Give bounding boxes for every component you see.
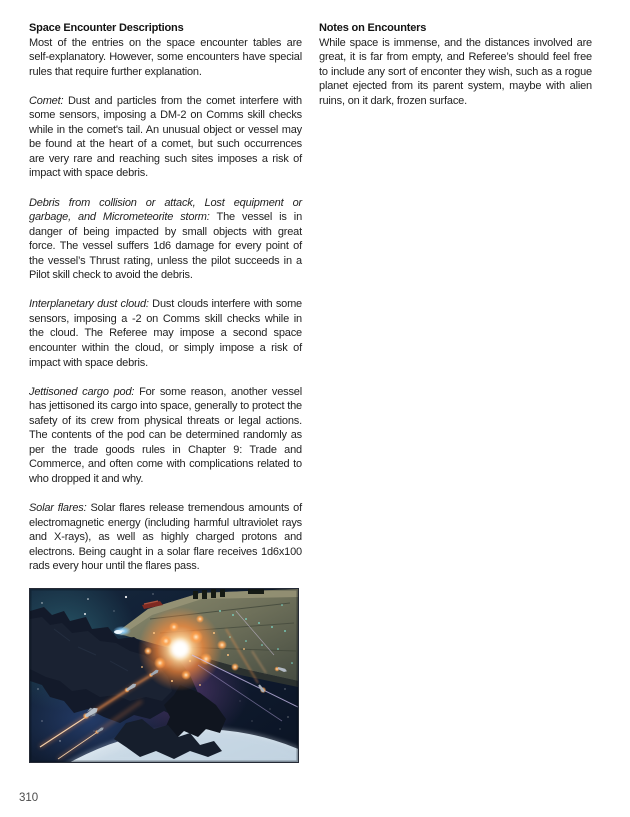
paragraph-cargo-pod — [29, 385, 302, 487]
right-column — [319, 21, 592, 108]
notes-paragraph: While space is immense, and the distances involved are great, it is far from empty, and Referee’s should feel free to include any sort of enconter they wish, such as a rogue planet ejected from its parent system, maybe with alien ruins, on it dark, frozen surface. — [319, 36, 592, 107]
paragraph-debris — [29, 196, 302, 283]
section-heading-notes-on-encounters: Notes on Encounters — [319, 22, 427, 34]
entry-lead-solar-flares: Solar flares: — [29, 502, 87, 515]
paragraph-comet — [29, 94, 302, 181]
space-battle-illustration — [29, 588, 299, 763]
page-number: 310 — [19, 792, 39, 804]
left-column — [29, 21, 302, 763]
entry-text-debris: The vessel is in danger of being impacted by small objects with great force. The vessel suffers 1d6 damage for every point of the vessel’s Thrust rating, unless the pilot succeeds in a Pilot skill check to avoid the debris. — [29, 211, 303, 282]
entry-lead-comet: Comet: — [29, 94, 64, 107]
entry-lead-dust-cloud: Interplanetary dust cloud: — [29, 298, 149, 311]
entry-text-comet: Dust and particles from the comet interfere with some sensors, imposing a DM-2 on Comms skill checks while in the comet's tail. An unusual object or vessel may be found at the heart of a comet, but such occurrences are very rare and reaching such sites imposes a risk of impact with space debris. — [29, 94, 302, 180]
section-heading-space-encounter-descriptions: Space Encounter Descriptions — [29, 22, 184, 34]
paragraph-dust-cloud — [29, 297, 302, 370]
entry-text-dust-cloud: Dust clouds interfere with some sensors, imposing a -2 on Comms skill checks while in the cloud. The Referee may impose a second space encounter within the cloud, or simply impose a risk of impact with space debris. — [29, 298, 302, 369]
entry-text-solar-flares: Solar flares release tremendous amounts of electromagnetic energy (including harmful ultraviolet rays and X-rays), as well as highly charged protons and electrons. Being caught in a solar flare receives 1d6x100 rads every hour until the flares pass. — [29, 502, 302, 573]
space-battle-svg — [30, 589, 298, 762]
paragraph-solar-flares — [29, 501, 302, 574]
entry-lead-debris: Debris from collision or attack, Lost equipment or garbage, and Micrometeorite storm: — [29, 196, 302, 224]
intro-paragraph: Most of the entries on the space encounter tables are self-explanatory. However, some encounters have special rules that require further explanation. — [29, 36, 302, 78]
entry-text-cargo-pod: For some reason, another vessel has jettisoned its cargo into space, generally to protect the safety of its crew from physical threats or legal actions. The contents of the pod can be determined randomly as per the trade goods rules in Chapter 9: Trade and Commerce, and often come with complications related to who dropped it and why. — [29, 385, 302, 485]
entry-lead-cargo-pod: Jettisoned cargo pod: — [29, 385, 135, 398]
